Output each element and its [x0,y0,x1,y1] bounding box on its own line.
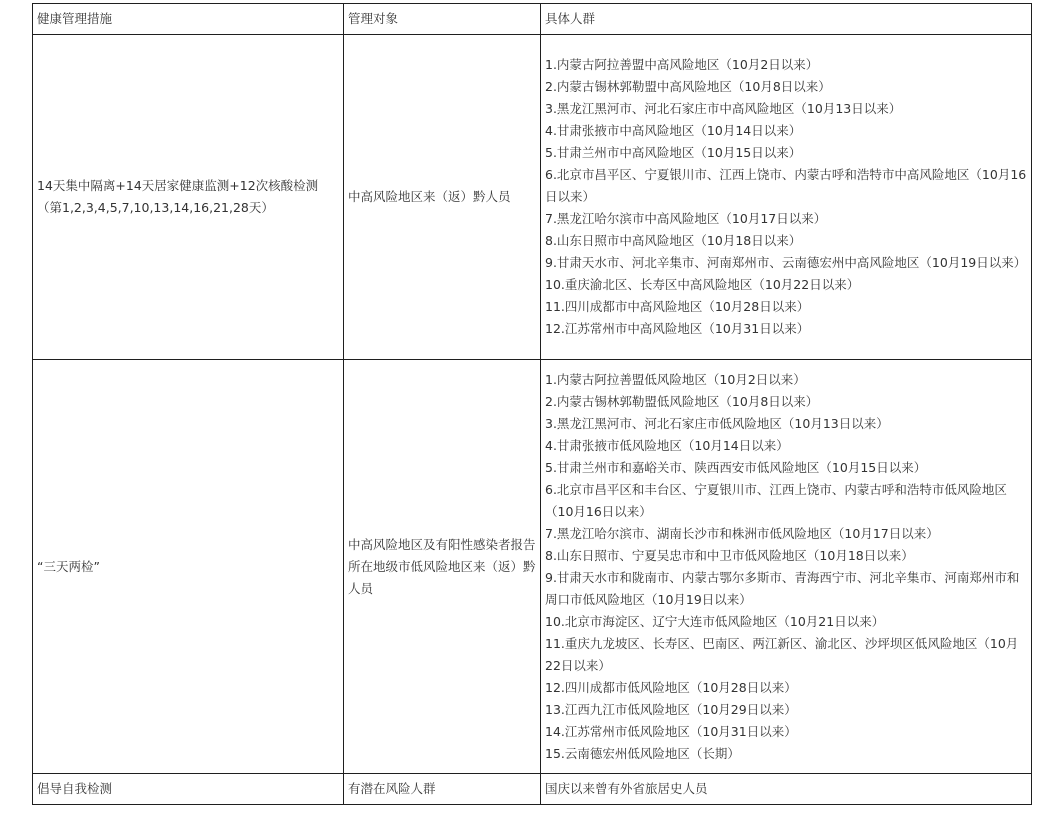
measure-cell: “三天两检” [33,360,344,774]
list-item: 10.重庆渝北区、长寿区中高风险地区（10月22日以来） [545,277,860,292]
list-item: 12.江苏常州市中高风险地区（10月31日以来） [545,321,810,336]
list-item: 4.甘肃张掖市中高风险地区（10月14日以来） [545,123,802,138]
list-item: 9.甘肃天水市和陇南市、内蒙古鄂尔多斯市、青海西宁市、河北辛集市、河南郑州市和周口市低风险地区（10月19日以来） [545,569,1020,607]
list-item: 9.甘肃天水市、河北辛集市、河南郑州市、云南德宏州中高风险地区（10月19日以来） [545,255,1027,270]
list-item: 2.内蒙古锡林郭勒盟低风险地区（10月8日以来） [545,393,819,409]
list-item: 10.北京市海淀区、辽宁大连市低风险地区（10月21日以来） [545,613,885,629]
list-item: 7.黑龙江哈尔滨市、湖南长沙市和株洲市低风险地区（10月17日以来） [545,525,939,541]
list-item: 8.山东日照市中高风险地区（10月18日以来） [545,233,802,248]
table-header-row [33,4,1032,35]
list-item: 3.黑龙江黑河市、河北石家庄市中高风险地区（10月13日以来） [545,101,902,116]
list-item: 14.江苏常州市低风险地区（10月31日以来） [545,723,797,739]
population-cell [541,360,1032,774]
header-target: 管理对象 [344,4,541,35]
list-item: 5.甘肃兰州市中高风险地区（10月15日以来） [545,145,802,160]
list-item: 11.重庆九龙坡区、长寿区、巴南区、两江新区、渝北区、沙坪坝区低风险地区（10月22日以来） [545,635,1019,673]
health-measures-table [32,3,1032,805]
list-item: 7.黑龙江哈尔滨市中高风险地区（10月17日以来） [545,211,827,226]
population-cell: 国庆以来曾有外省旅居史人员 [541,774,1032,805]
measure-line2: （第1,2,3,4,5,7,10,13,14,16,21,28天） [37,200,274,215]
list-item: 2.内蒙古锡林郭勒盟中高风险地区（10月8日以来） [545,79,831,94]
table-row [33,774,1032,805]
list-item: 11.四川成都市中高风险地区（10月28日以来） [545,299,810,314]
list-item: 1.内蒙古阿拉善盟中高风险地区（10月2日以来） [545,57,819,72]
measure-cell [33,35,344,360]
list-item: 1.内蒙古阿拉善盟低风险地区（10月2日以来） [545,371,806,387]
population-cell [541,35,1032,360]
target-cell: 中高风险地区及有阳性感染者报告所在地级市低风险地区来（返）黔人员 [344,360,541,774]
target-cell: 有潜在风险人群 [344,774,541,805]
table-row [33,35,1032,360]
target-cell: 中高风险地区来（返）黔人员 [344,35,541,360]
list-item: 4.甘肃张掖市低风险地区（10月14日以来） [545,437,789,453]
list-item: 8.山东日照市、宁夏吴忠市和中卫市低风险地区（10月18日以来） [545,547,914,563]
header-population: 具体人群 [541,4,1032,35]
header-measure: 健康管理措施 [33,4,344,35]
list-item: 6.北京市昌平区、宁夏银川市、江西上饶市、内蒙古呼和浩特市中高风险地区（10月16日以来） [545,167,1027,204]
list-item: 3.黑龙江黑河市、河北石家庄市低风险地区（10月13日以来） [545,415,889,431]
measure-cell: 倡导自我检测 [33,774,344,805]
list-item: 15.云南德宏州低风险地区（长期） [545,745,740,761]
list-item: 12.四川成都市低风险地区（10月28日以来） [545,679,797,695]
list-item: 6.北京市昌平区和丰台区、宁夏银川市、江西上饶市、内蒙古呼和浩特市低风险地区（10月16日以来） [545,481,1007,519]
list-item: 5.甘肃兰州市和嘉峪关市、陕西西安市低风险地区（10月15日以来） [545,459,927,475]
table-row [33,360,1032,774]
measure-line1: 14天集中隔离+14天居家健康监测+12次核酸检测 [37,178,319,193]
list-item: 13.江西九江市低风险地区（10月29日以来） [545,701,797,717]
